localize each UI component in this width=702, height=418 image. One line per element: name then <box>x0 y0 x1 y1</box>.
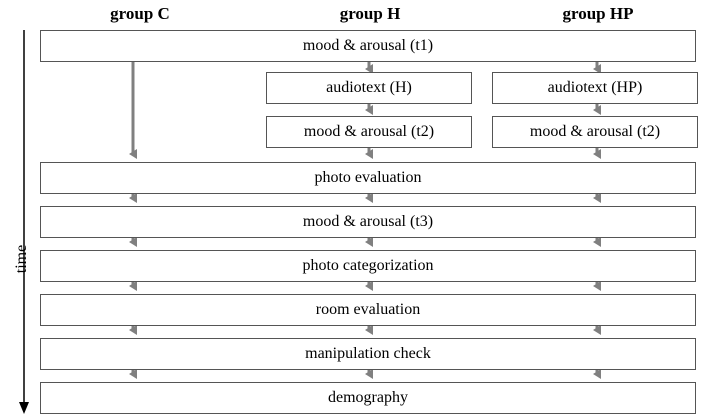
header-group-h: group H <box>339 4 401 23</box>
box-photo-evaluation: photo evaluation <box>40 162 696 194</box>
header-group-c: group C <box>110 4 170 23</box>
box-mood-arousal-t3: mood & arousal (t3) <box>40 206 696 238</box>
arrows-row-5 <box>133 370 597 374</box>
box-mood-arousal-t1: mood & arousal (t1) <box>40 30 696 62</box>
box-mood-arousal-t2-h: mood & arousal (t2) <box>266 116 472 148</box>
arrows-row-4 <box>133 326 597 330</box>
arrows-row-2 <box>133 238 597 242</box>
box-photo-categorization: photo categorization <box>40 250 696 282</box>
box-audiotext-h: audiotext (H) <box>266 72 472 104</box>
box-audiotext-hp: audiotext (HP) <box>492 72 698 104</box>
arrows-row-1 <box>133 194 597 198</box>
box-room-evaluation: room evaluation <box>40 294 696 326</box>
arrows-row-3 <box>133 282 597 286</box>
box-demography: demography <box>40 382 696 414</box>
box-manipulation-check: manipulation check <box>40 338 696 370</box>
time-axis-arrowhead <box>19 402 29 414</box>
box-mood-arousal-t2-hp: mood & arousal (t2) <box>492 116 698 148</box>
header-group-hp: group HP <box>562 4 634 23</box>
time-axis-label: time <box>13 244 30 274</box>
